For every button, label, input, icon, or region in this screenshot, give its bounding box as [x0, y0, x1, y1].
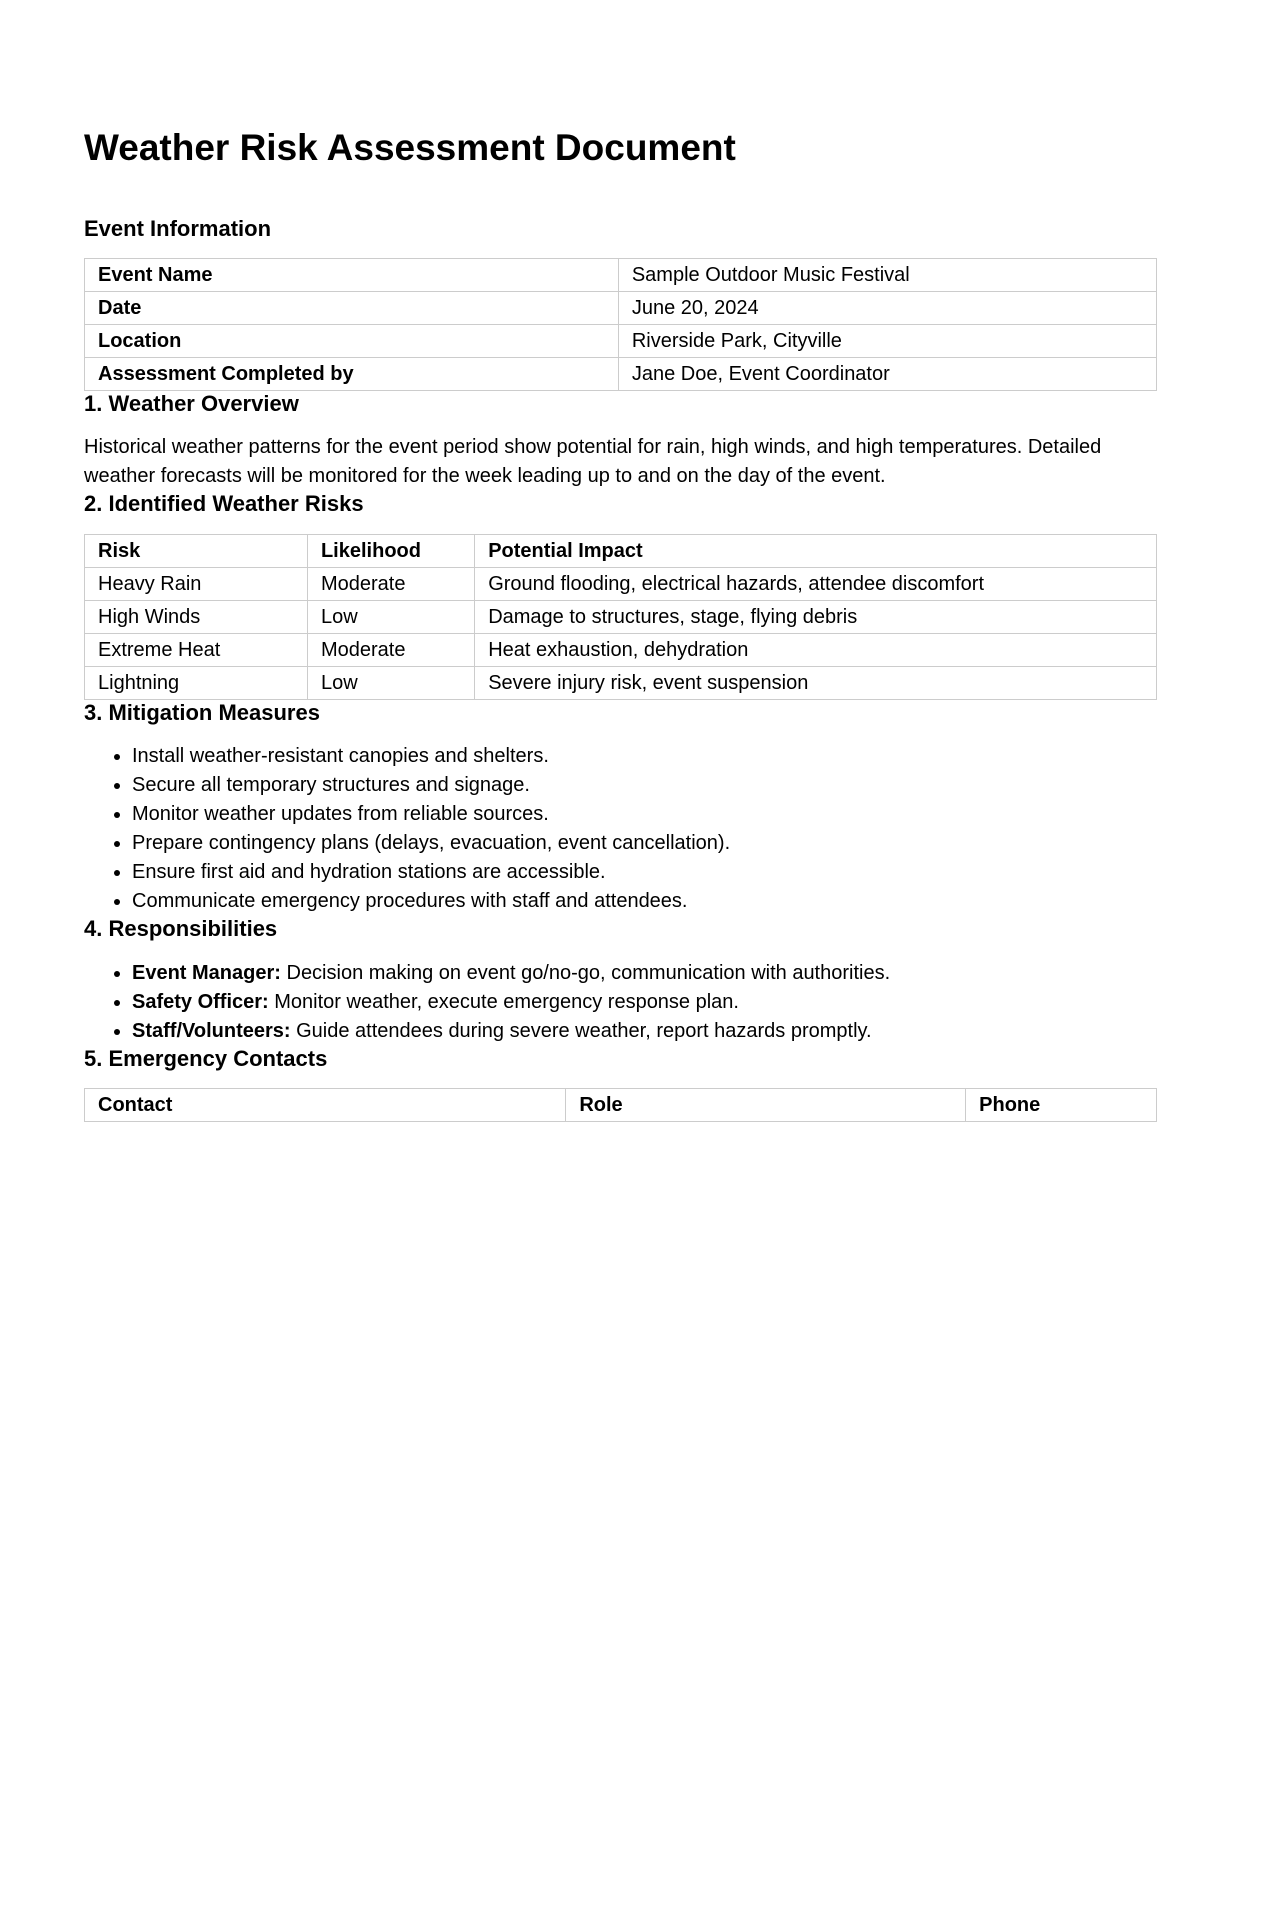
impact-cell: Heat exhaustion, dehydration: [475, 633, 1157, 666]
likelihood-cell: Low: [307, 600, 474, 633]
table-row: [85, 258, 1157, 291]
list-item: • Secure all temporary structures and signage.: [132, 771, 1157, 800]
risk-cell: Heavy Rain: [85, 567, 308, 600]
role-column-header: Role: [566, 1088, 966, 1121]
table-row: [85, 666, 1157, 699]
event-info-table: [84, 258, 1157, 391]
table-row: [85, 633, 1157, 666]
section-heading-event-information: Event Information: [84, 215, 272, 241]
likelihood-cell: Moderate: [307, 567, 474, 600]
role-label: Event Manager:: [132, 961, 281, 984]
role-label: Safety Officer:: [132, 990, 269, 1013]
impact-cell: Damage to structures, stage, flying debris: [475, 600, 1157, 633]
assessor-label: Assessment Completed by: [85, 357, 619, 390]
location-value: Riverside Park, Cityville: [618, 324, 1156, 357]
risk-cell: High Winds: [85, 600, 308, 633]
event-name-label: Event Name: [85, 258, 619, 291]
risk-column-header: Risk: [85, 534, 308, 567]
list-item: • Communicate emergency procedures with staff and attendees.: [132, 887, 1157, 916]
list-item: • Prepare contingency plans (delays, evacuation, event cancellation).: [132, 829, 1157, 858]
contact-column-header: Contact: [85, 1088, 566, 1121]
impact-column-header: Potential Impact: [475, 534, 1157, 567]
risk-cell: Extreme Heat: [85, 633, 308, 666]
responsibilities-list: [84, 959, 1157, 1046]
list-item: • Ensure first aid and hydration stations are accessible.: [132, 858, 1157, 887]
impact-cell: Severe injury risk, event suspension: [475, 666, 1157, 699]
role-description: Decision making on event go/no-go, communication with authorities.: [280, 961, 891, 984]
impact-cell: Ground flooding, electrical hazards, attendee discomfort: [475, 567, 1157, 600]
assessor-value: Jane Doe, Event Coordinator: [618, 357, 1156, 390]
mitigation-measures-list: [84, 742, 1157, 916]
date-value: June 20, 2024: [618, 291, 1156, 324]
table-row: [85, 324, 1157, 357]
role-description: Guide attendees during severe weather, report hazards promptly.: [290, 1019, 872, 1042]
weather-overview-paragraph: Historical weather patterns for the event period show potential for rain, high winds, and high temperatures. Detailed weather forecasts will be monitored for the week leading up to and on the day of the event.: [84, 436, 1102, 488]
table-header-row: [85, 1088, 1157, 1121]
role-label: Staff/Volunteers:: [132, 1019, 291, 1042]
location-label: Location: [85, 324, 619, 357]
table-header-row: [85, 534, 1157, 567]
list-item: • Install weather-resistant canopies and shelters.: [132, 742, 1157, 771]
page-title: Weather Risk Assessment Document: [84, 127, 736, 168]
table-row: [85, 291, 1157, 324]
section-heading-mitigation-measures: 3. Mitigation Measures: [84, 699, 320, 725]
table-row: [85, 567, 1157, 600]
role-description: Monitor weather, execute emergency response plan.: [268, 990, 739, 1013]
section-heading-weather-overview: 1. Weather Overview: [84, 390, 299, 416]
table-row: [85, 600, 1157, 633]
list-item: • Monitor weather updates from reliable sources.: [132, 800, 1157, 829]
date-label: Date: [85, 291, 619, 324]
likelihood-cell: Low: [307, 666, 474, 699]
likelihood-cell: Moderate: [307, 633, 474, 666]
likelihood-column-header: Likelihood: [307, 534, 474, 567]
event-name-value: Sample Outdoor Music Festival: [618, 258, 1156, 291]
section-heading-emergency-contacts: 5. Emergency Contacts: [84, 1045, 328, 1071]
list-item: [132, 959, 1157, 988]
list-item: [132, 988, 1157, 1017]
section-heading-identified-risks: 2. Identified Weather Risks: [84, 491, 364, 517]
contacts-table: [84, 1088, 1157, 1122]
section-heading-responsibilities: 4. Responsibilities: [84, 916, 278, 942]
list-item: [132, 1017, 1157, 1046]
table-row: [85, 357, 1157, 390]
risk-cell: Lightning: [85, 666, 308, 699]
risks-table: [84, 534, 1157, 700]
phone-column-header: Phone: [966, 1088, 1157, 1121]
